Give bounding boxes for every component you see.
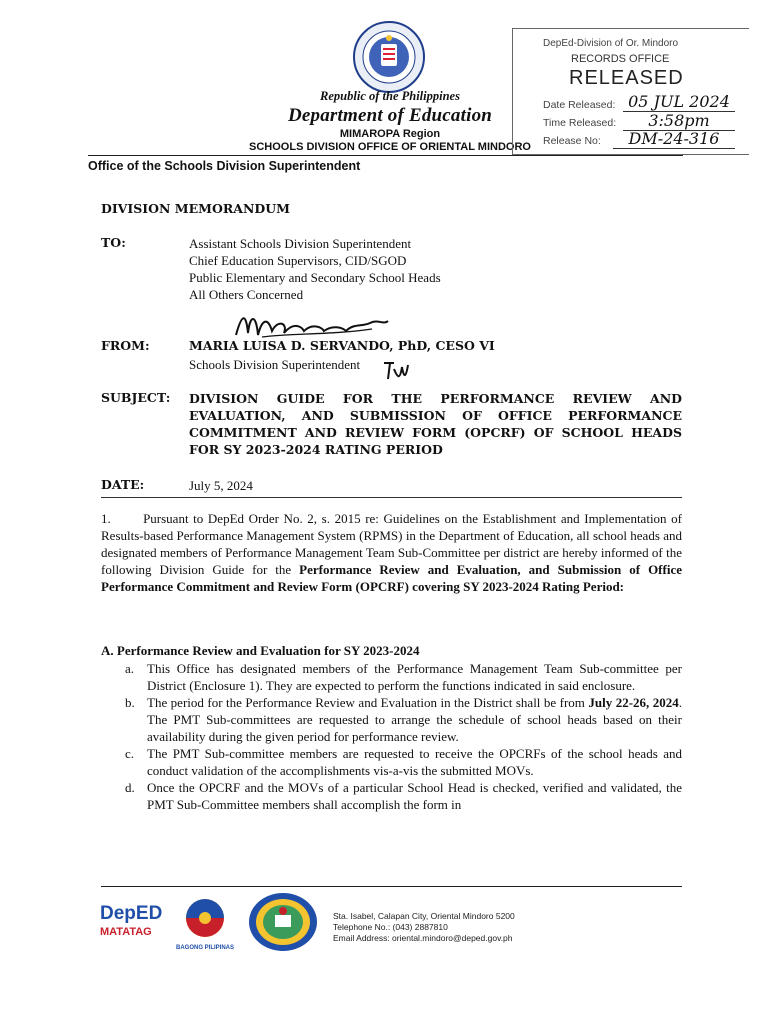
stamp-date-value: 05 JUL 2024	[623, 92, 735, 112]
list-item-text: The period for the Performance Review and Evaluation in the District shall be from	[147, 695, 589, 710]
office-heading: Office of the Schools Division Superintendent	[88, 159, 361, 173]
list-item	[101, 745, 682, 779]
deped-wordmark: DepED	[100, 903, 163, 924]
stamp-no-label: Release No:	[543, 135, 601, 147]
stamp-time-label: Time Released:	[543, 117, 617, 129]
deped-matatag-logo	[100, 903, 166, 947]
footer-email: Email Address: oriental.mindoro@deped.gov.ph	[333, 933, 513, 943]
matatag-wordmark: MATATAG	[100, 926, 152, 938]
stamp-status: RELEASED	[569, 67, 684, 89]
memo-type: DIVISION MEMORANDUM	[101, 201, 290, 216]
footer-address: Sta. Isabel, Calapan City, Oriental Mindoro 5200	[333, 911, 515, 921]
date-divider	[101, 497, 682, 498]
list-marker: b.	[125, 695, 135, 710]
paragraph-1-text: Pursuant to DepEd Order No. 2, s. 2015 re: Guidelines on the Establishment and Implementation of Results-based Performance Management System (RPMS) in the Department of Education, all school heads and designated members of Performance Management Team Sub-Committee per district are hereby informed of the following Division Guide for the	[101, 511, 682, 577]
deped-seal-logo	[352, 20, 426, 94]
paragraph-1-bold: Performance Review and Evaluation, and Submission of Office Performance Commitment and Review Form (OPCRF) covering SY 2023-2024 Rating Period:	[101, 562, 682, 594]
date-label: DATE:	[101, 477, 145, 492]
paragraph-1	[101, 510, 682, 595]
section-a-heading: A. Performance Review and Evaluation for SY 2023-2024	[101, 643, 420, 658]
recipient-line: Chief Education Supervisors, CID/SGOD	[189, 253, 407, 268]
list-item	[101, 779, 682, 813]
paragraph-number: 1.	[101, 511, 111, 526]
from-name: MARIA LUISA D. SERVANDO, PhD, CESO VI	[189, 338, 495, 353]
stamp-time-value: 3:58pm	[623, 111, 735, 131]
records-released-stamp	[512, 28, 749, 155]
bagong-pilipinas-logo	[172, 898, 238, 950]
to-label: TO:	[101, 235, 126, 250]
initials-mark	[380, 357, 410, 383]
to-recipients	[189, 235, 441, 303]
division-office-heading: SCHOOLS DIVISION OFFICE OF ORIENTAL MINDORO	[249, 141, 531, 153]
list-item	[101, 694, 682, 745]
header-divider	[88, 155, 683, 156]
recipient-line: Assistant Schools Division Superintendent	[189, 236, 412, 251]
date-value: July 5, 2024	[189, 478, 253, 493]
republic-heading: Republic of the Philippines	[320, 89, 460, 103]
recipient-line: All Others Concerned	[189, 287, 304, 302]
list-item-text: This Office has designated members of the Performance Management Team Sub-committee per District (Enclosure 1). They are expected to perform the functions indicated in said enclosure.	[147, 661, 682, 693]
from-title: Schools Division Superintendent	[189, 357, 361, 372]
list-marker: c.	[125, 746, 135, 761]
subject-label: SUBJECT:	[101, 390, 171, 405]
from-label: FROM:	[101, 338, 150, 353]
footer-divider	[101, 886, 682, 887]
bagong-pilipinas-emblem-icon	[172, 898, 238, 940]
stamp-date-label: Date Released:	[543, 99, 616, 111]
subject-text: DIVISION GUIDE FOR THE PERFORMANCE REVIEW AND EVALUATION, AND SUBMISSION OF OFFICE PERFORMANCE COMMITMENT AND REVIEW FORM (OPCRF) OF SCHOOL HEADS FOR SY 2023-2024 RATING PERIOD	[189, 391, 682, 457]
section-a-list	[101, 660, 682, 813]
list-marker: a.	[125, 661, 135, 676]
list-item-text: The PMT Sub-committee members are requested to receive the OPCRFs of the school heads and conduct validation of the accomplishments vis-a-vis the submitted MOVs.	[147, 746, 682, 778]
list-item-date: July 22-26, 2024	[588, 695, 679, 710]
bagong-pilipinas-text: BAGONG PILIPINAS	[175, 945, 234, 951]
footer-telephone: Telephone No.: (043) 2887810	[333, 922, 448, 932]
sdo-oriental-mindoro-seal	[247, 891, 319, 953]
region-heading: MIMAROPA Region	[339, 128, 441, 140]
footer-contact	[333, 911, 515, 944]
list-item	[101, 660, 682, 694]
list-item-text: . The PMT Sub-committees are requested to arrange the schedule of school heads based on their availability during the given period for performance review.	[147, 695, 683, 744]
stamp-records-office: RECORDS OFFICE	[571, 53, 670, 65]
stamp-division: DepEd-Division of Or. Mindoro	[543, 38, 679, 49]
department-heading: Department of Education	[287, 105, 493, 126]
list-item-text: Once the OPCRF and the MOVs of a particular School Head is checked, verified and validated, the PMT Sub-Committee members shall accomplish the form in	[147, 780, 682, 812]
list-marker: d.	[125, 780, 135, 795]
recipient-line: Public Elementary and Secondary School Heads	[189, 270, 441, 285]
stamp-no-value: DM-24-316	[613, 129, 735, 149]
